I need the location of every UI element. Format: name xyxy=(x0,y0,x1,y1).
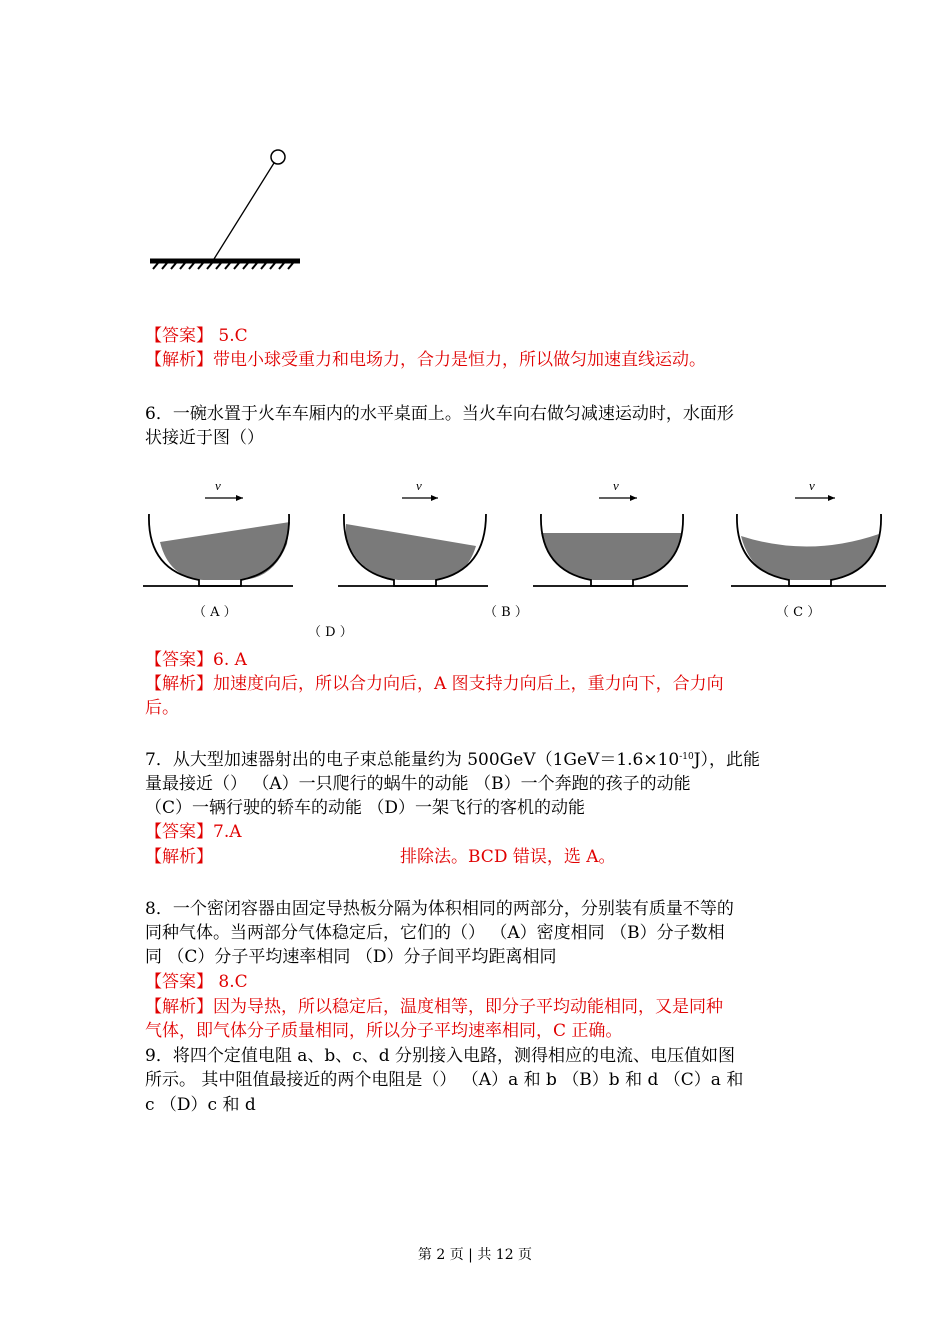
velocity-symbol: v xyxy=(613,478,619,493)
q6-question-line2: 状接近于图（） xyxy=(145,428,264,448)
q6-analysis-line2: 后。 xyxy=(145,698,179,718)
pendulum-figure xyxy=(150,145,310,275)
q8-analysis-line2: 气体，即气体分子质量相同，所以分子平均速率相同，C 正确。 xyxy=(145,1021,623,1041)
q6-question-line1: 6．一碗水置于火车车厢内的水平桌面上。当火车向右做匀减速运动时，水面形 xyxy=(145,404,734,424)
q6-analysis-line1: 【解析】加速度向后，所以合力向后，A 图支持力向后上，重力向下，合力向 xyxy=(145,674,724,694)
q7-answer: 【答案】7.A xyxy=(145,822,242,842)
figure-label-c: （ C ） xyxy=(776,605,821,620)
q7-analysis-tag: 【解析】 xyxy=(145,847,213,867)
bowl-figure-b xyxy=(338,476,498,591)
q8-analysis-line1: 【解析】因为导热，所以稳定后，温度相等，即分子平均动能相同，又是同种 xyxy=(145,997,723,1017)
bowl-figure-d xyxy=(731,476,891,591)
q7-question-line1: 7．从大型加速器射出的电子束总能量约为 $500GeV(1GeV=1.6\times 10^{-10}J)$，此能 xyxy=(145,750,761,770)
q9-question-line1: 9．将四个定值电阻 a、b、c、d 分别接入电路，测得相应的电流、电压值如图 xyxy=(145,1046,736,1066)
figure-label-a: （ A ） xyxy=(193,605,237,620)
q7-analysis-text: 排除法。BCD 错误，选 A。 xyxy=(400,847,616,867)
q8-question-line1: 8．一个密闭容器由固定导热板分隔为体积相同的两部分，分别装有质量不等的 xyxy=(145,899,734,919)
figure-label-d: （ D ） xyxy=(308,625,353,640)
q9-question-line3: c （D）c 和 d xyxy=(145,1095,256,1115)
bowl-figure-a xyxy=(143,476,303,591)
velocity-symbol: v xyxy=(809,478,815,493)
q7-question-line3: （C）一辆行驶的轿车的动能 （D）一架飞行的客机的动能 xyxy=(145,798,586,818)
q6-answer: 【答案】6. A xyxy=(145,650,247,670)
bowl-figure-c xyxy=(533,476,693,591)
q8-question-line3: 同 （C）分子平均速率相同 （D）分子间平均距离相同 xyxy=(145,947,557,967)
figure-label-b: （ B ） xyxy=(484,605,528,620)
q7-question-line2: 量最接近（） （A）一只爬行的蜗牛的动能 （B）一个奔跑的孩子的动能 xyxy=(145,774,691,794)
q8-question-line2: 同种气体。当两部分气体稳定后，它们的（） （A）密度相同 （B）分子数相 xyxy=(145,923,725,943)
q5-answer: 【答案】 5.C xyxy=(145,326,248,346)
q9-question-line2: 所示。 其中阻值最接近的两个电阻是（） （A）a 和 b （B）b 和 d （C）a 和 xyxy=(145,1070,744,1090)
velocity-symbol: v xyxy=(416,478,422,493)
page-footer: 第 2 页 | 共 12 页 xyxy=(417,1247,533,1263)
q5-analysis: 【解析】带电小球受重力和电场力，合力是恒力，所以做匀加速直线运动。 xyxy=(145,350,706,370)
q8-answer: 【答案】 8.C xyxy=(145,972,248,992)
velocity-symbol: v xyxy=(215,478,221,493)
